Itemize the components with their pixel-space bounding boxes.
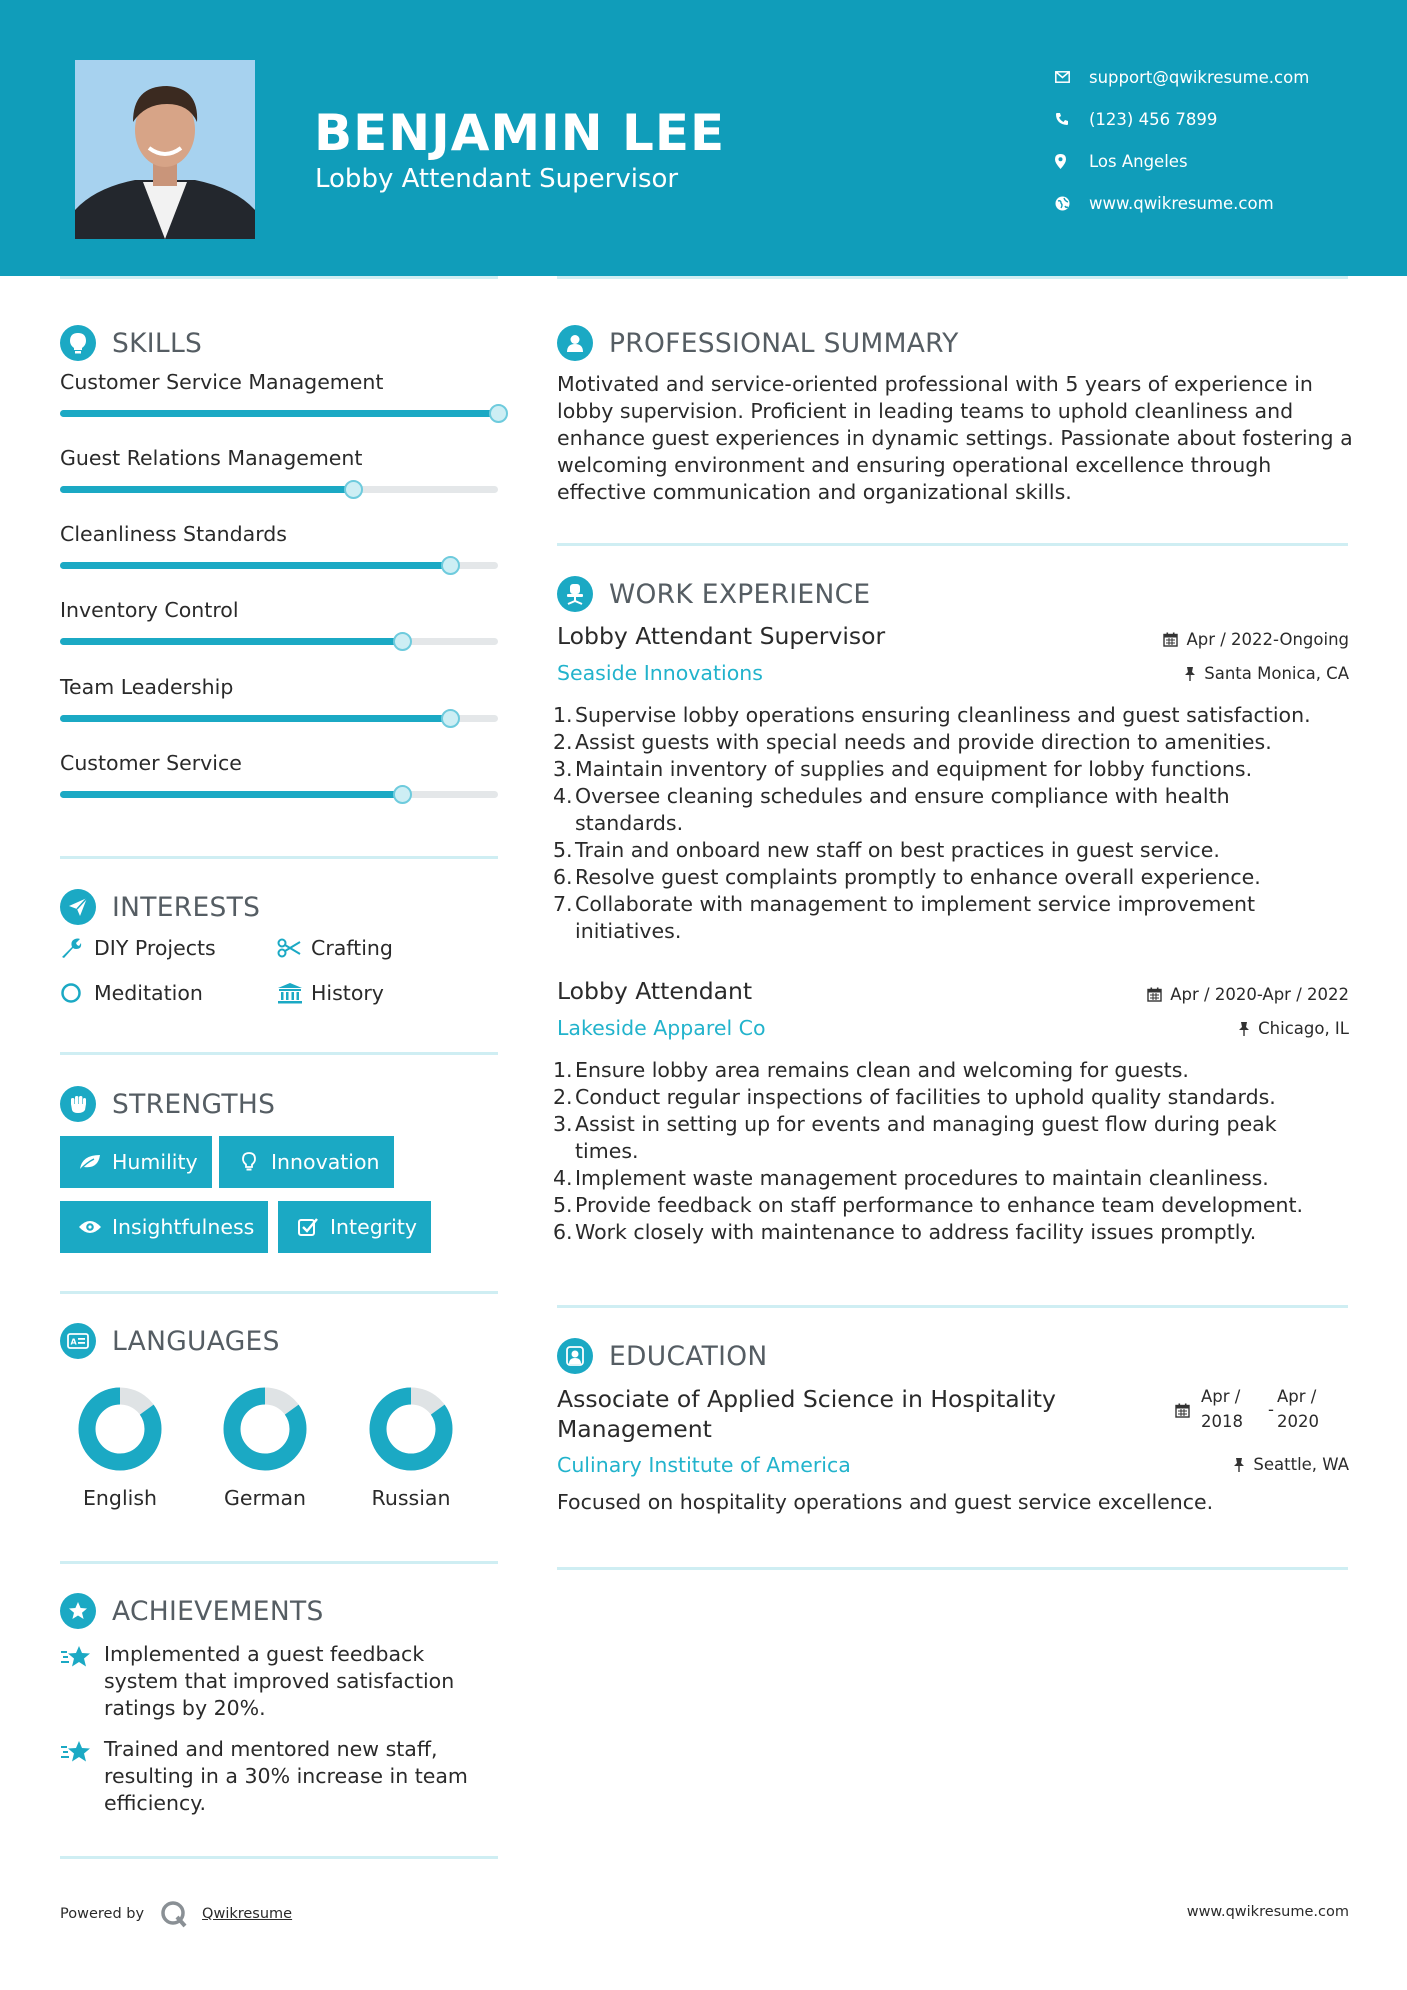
language-item: English — [50, 1384, 190, 1510]
skill-item: Inventory Control — [60, 598, 498, 645]
leaf-icon — [72, 1153, 108, 1171]
strength-tag: Innovation — [219, 1136, 394, 1188]
achievements-heading: ACHIEVEMENTS — [60, 1593, 324, 1629]
list-item: 3. Maintain inventory of supplies and equipment for lobby functions. — [553, 757, 1253, 781]
company-name: Seaside Innovations — [557, 661, 763, 685]
lightbulb-icon — [60, 325, 96, 361]
language-item: Russian — [341, 1384, 481, 1510]
lightbulb-icon — [231, 1152, 267, 1172]
footer-powered-by: Powered by Qwikresume — [60, 1900, 292, 1928]
education-end-date: Apr / 2020 — [1277, 1387, 1319, 1431]
graduate-icon — [557, 1338, 593, 1374]
language-donut — [220, 1384, 310, 1474]
divider — [557, 1305, 1348, 1308]
strength-tag: Insightfulness — [60, 1201, 268, 1253]
list-item: 4. Oversee cleaning schedules and ensure compliance with health standards. — [553, 784, 1230, 835]
skill-bar — [60, 486, 498, 493]
list-item: 5. Train and onboard new staff on best practices in guest service. — [553, 838, 1220, 862]
achievement-item: Implemented a guest feedback system that improved satisfaction ratings by 20%. — [60, 1641, 500, 1722]
strength-tag: Humility — [60, 1136, 212, 1188]
divider — [60, 1291, 498, 1294]
job-date: Apr / 2022-Ongoing — [1163, 630, 1349, 649]
strengths-heading: STRENGTHS — [60, 1086, 275, 1122]
summary-text: Motivated and service-oriented professional with 5 years of experience in lobby supervision. Proficient in leading teams to uphold cleanliness and enhance guest experiences in dynamic settings. Passionate about fostering a welcoming environment and ensuring operational excellence through effective communication and organizational skills. — [557, 372, 1353, 504]
interest-item: Crafting — [277, 936, 393, 960]
office-chair-icon — [557, 576, 593, 612]
divider — [557, 276, 1348, 279]
skill-bar — [60, 715, 498, 722]
pushpin-icon — [1238, 1021, 1250, 1036]
interests-heading: INTERESTS — [60, 889, 260, 925]
checkbox-icon — [290, 1217, 326, 1237]
skill-bar — [60, 562, 498, 569]
qwikresume-link[interactable]: Qwikresume — [202, 1906, 293, 1922]
qwikresume-logo-icon — [160, 1900, 188, 1928]
star-icon — [60, 1736, 104, 1817]
user-icon — [557, 325, 593, 361]
wrench-icon — [60, 937, 94, 959]
calendar-icon — [1175, 1403, 1190, 1422]
education-location: Seattle, WA — [1233, 1455, 1349, 1474]
divider — [60, 1856, 498, 1859]
star-icon — [60, 1641, 104, 1722]
list-item: 4. Implement waste management procedures to maintain cleanliness. — [553, 1166, 1269, 1190]
skill-bar-knob — [344, 480, 363, 499]
eye-icon — [72, 1219, 108, 1235]
list-item: 2. Assist guests with special needs and provide direction to amenities. — [553, 730, 1272, 754]
skill-item: Customer Service — [60, 751, 498, 798]
skill-item: Cleanliness Standards — [60, 522, 498, 569]
skill-bar-knob — [393, 632, 412, 651]
contact-email[interactable]: support@qwikresume.com — [1055, 56, 1309, 98]
interest-item: DIY Projects — [60, 936, 216, 960]
skill-bar-knob — [393, 785, 412, 804]
skills-heading: SKILLS — [60, 325, 202, 361]
summary-heading: PROFESSIONAL SUMMARY — [557, 325, 959, 361]
svg-text:A: A — [70, 1337, 77, 1347]
pushpin-icon — [1184, 666, 1196, 681]
skill-bar-fill — [60, 715, 450, 722]
skill-bar — [60, 638, 498, 645]
globe-icon — [1055, 196, 1089, 211]
list-item: 6. Work closely with maintenance to address facility issues promptly. — [553, 1220, 1257, 1244]
skill-bar-knob — [489, 404, 508, 423]
interest-item: History — [277, 981, 384, 1005]
calendar-icon — [1147, 987, 1162, 1002]
paper-plane-icon — [60, 889, 96, 925]
footer-url[interactable]: www.qwikresume.com — [1186, 1904, 1349, 1920]
list-item: 6. Resolve guest complaints promptly to enhance overall experience. — [553, 865, 1261, 889]
list-item: 1. Supervise lobby operations ensuring cleanliness and guest satisfaction. — [553, 703, 1311, 727]
star-badge-icon — [60, 1593, 96, 1629]
skill-bar-fill — [60, 791, 402, 798]
language-donut — [75, 1384, 165, 1474]
scissors-icon — [277, 938, 311, 958]
divider — [557, 543, 1348, 546]
divider — [60, 1052, 498, 1055]
skill-item: Team Leadership — [60, 675, 498, 722]
list-item: 3. Assist in setting up for events and managing guest flow during peak times. — [553, 1112, 1277, 1163]
strength-tag: Integrity — [278, 1201, 431, 1253]
skill-bar-fill — [60, 410, 498, 417]
contact-location: Los Angeles — [1055, 140, 1309, 182]
skill-bar-knob — [441, 556, 460, 575]
job-title: Lobby Attendant Supervisor — [557, 622, 886, 650]
job-location: Santa Monica, CA — [1184, 664, 1349, 683]
list-item: 7. Collaborate with management to implement service improvement initiatives. — [553, 892, 1256, 943]
envelope-icon — [1055, 71, 1089, 83]
divider — [60, 1561, 498, 1564]
skill-bar-fill — [60, 562, 450, 569]
company-name: Lakeside Apparel Co — [557, 1016, 766, 1040]
list-item: 2. Conduct regular inspections of facilities to uphold quality standards. — [553, 1085, 1276, 1109]
pushpin-icon — [1233, 1457, 1245, 1472]
fist-icon — [60, 1086, 96, 1122]
achievement-item: Trained and mentored new staff, resulting in a 30% increase in team efficiency. — [60, 1736, 500, 1817]
skill-bar-fill — [60, 638, 402, 645]
contact-list — [1055, 56, 1309, 224]
education-description: Focused on hospitality operations and guest service excellence. — [557, 1490, 1214, 1514]
language-icon — [60, 1323, 96, 1359]
contact-phone[interactable]: (123) 456 7899 — [1055, 98, 1309, 140]
divider — [60, 856, 498, 859]
divider — [60, 276, 498, 279]
map-pin-icon — [1055, 154, 1089, 169]
list-item: 1. Ensure lobby area remains clean and welcoming for guests. — [553, 1058, 1189, 1082]
calendar-icon — [1163, 632, 1178, 647]
phone-icon — [1055, 112, 1089, 126]
date-separator: - — [1268, 1400, 1274, 1419]
education-heading: EDUCATION — [557, 1338, 768, 1374]
skill-bar-knob — [441, 709, 460, 728]
degree-title: Associate of Applied Science in Hospitality Management — [557, 1385, 1056, 1443]
job-title: Lobby Attendant — [557, 977, 753, 1005]
job-date: Apr / 2020-Apr / 2022 — [1147, 985, 1349, 1004]
list-item: 5. Provide feedback on staff performance to enhance team development. — [553, 1193, 1304, 1217]
language-item: German — [195, 1384, 335, 1510]
skill-bar — [60, 791, 498, 798]
job-bullet-list — [551, 702, 1361, 945]
contact-website[interactable]: www.qwikresume.com — [1055, 182, 1309, 224]
education-start-date: Apr / 2018 — [1201, 1387, 1243, 1431]
profile-photo — [75, 60, 255, 239]
job-bullet-list — [551, 1057, 1361, 1246]
job-location: Chicago, IL — [1238, 1019, 1349, 1038]
skill-bar — [60, 410, 498, 417]
candidate-role: Lobby Attendant Supervisor — [315, 164, 679, 194]
languages-heading: A LANGUAGES — [60, 1323, 280, 1359]
skill-bar-fill — [60, 486, 353, 493]
interest-item: Meditation — [60, 981, 203, 1005]
header-banner — [0, 0, 1407, 276]
school-name: Culinary Institute of America — [557, 1453, 851, 1477]
experience-heading: WORK EXPERIENCE — [557, 576, 870, 612]
candidate-name: BENJAMIN LEE — [314, 104, 726, 162]
skill-item: Customer Service Management — [60, 370, 498, 417]
language-donut — [366, 1384, 456, 1474]
divider — [557, 1567, 1348, 1570]
circle-icon — [60, 982, 94, 1004]
museum-icon — [277, 982, 311, 1004]
skill-item: Guest Relations Management — [60, 446, 498, 493]
